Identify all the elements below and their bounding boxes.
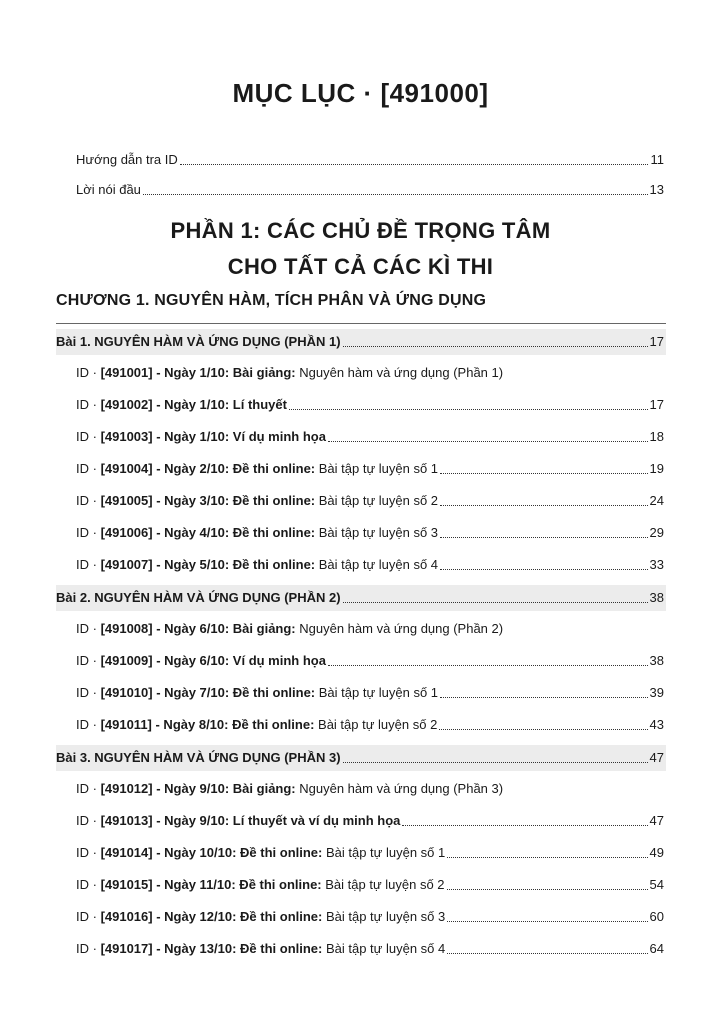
dot-leader	[439, 729, 647, 730]
toc-entry[interactable]	[76, 391, 664, 413]
toc-entry-label	[76, 461, 438, 477]
toc-entry[interactable]	[76, 519, 664, 541]
id-code: [491008] - Ngày 6/10: Bài giảng:	[100, 621, 296, 636]
id-code: [491003] - Ngày 1/10: Ví dụ minh họa	[100, 429, 326, 444]
dot-leader	[447, 889, 648, 890]
toc-entry-label	[76, 525, 438, 541]
id-prefix: ID ·	[76, 365, 101, 380]
id-code: [491009] - Ngày 6/10: Ví dụ minh họa	[100, 653, 326, 668]
dot-leader	[328, 441, 648, 442]
id-prefix: ID ·	[76, 621, 101, 636]
id-code: [491004] - Ngày 2/10: Đề thi online:	[100, 461, 316, 476]
toc-lesson-page: 47	[649, 750, 664, 765]
toc-entry-page: 38	[649, 653, 664, 668]
toc-entry-page: 54	[649, 877, 664, 892]
id-prefix: ID ·	[76, 461, 101, 476]
toc-lesson-title: Bài 2. NGUYÊN HÀM VÀ ỨNG DỤNG (PHẦN 2)	[56, 590, 341, 605]
id-code: [491002] - Ngày 1/10: Lí thuyết	[100, 397, 287, 412]
toc-entry-label	[76, 365, 503, 381]
toc-entry[interactable]	[76, 359, 664, 381]
id-prefix: ID ·	[76, 845, 101, 860]
id-code: [491011] - Ngày 8/10: Đề thi online:	[100, 717, 315, 732]
entry-description: Bài tập tự luyện số 3	[315, 525, 439, 540]
id-code: [491012] - Ngày 9/10: Bài giảng:	[100, 781, 296, 796]
toc-lesson-page: 17	[649, 334, 664, 349]
toc-entry-text: Lời nói đầu	[76, 182, 141, 197]
dot-leader	[343, 602, 648, 603]
entry-description: Bài tập tự luyện số 2	[315, 493, 439, 508]
toc-entry[interactable]	[76, 679, 664, 701]
toc-entry-label	[76, 685, 438, 701]
entry-description: Bài tập tự luyện số 1	[315, 685, 439, 700]
id-prefix: ID ·	[76, 557, 101, 572]
entry-description: Bài tập tự luyện số 2	[321, 877, 445, 892]
id-prefix: ID ·	[76, 653, 101, 668]
toc-entry[interactable]	[76, 647, 664, 669]
dot-leader	[143, 194, 648, 195]
toc-lesson-page: 38	[649, 590, 664, 605]
toc-entry[interactable]	[76, 871, 664, 893]
toc-entry[interactable]	[76, 807, 664, 829]
id-code: [491010] - Ngày 7/10: Đề thi online:	[100, 685, 316, 700]
dot-leader	[440, 473, 648, 474]
dot-leader	[328, 665, 648, 666]
id-prefix: ID ·	[76, 877, 101, 892]
id-code: [491007] - Ngày 5/10: Đề thi online:	[100, 557, 316, 572]
page-title: MỤC LỤC · [491000]	[232, 78, 489, 108]
toc-entry[interactable]	[76, 903, 664, 925]
toc-entry[interactable]	[76, 455, 664, 477]
toc-entry[interactable]	[76, 935, 664, 957]
toc-entry[interactable]	[76, 487, 664, 509]
toc-entry-page: 18	[649, 429, 664, 444]
id-prefix: ID ·	[76, 429, 101, 444]
toc-entry-label	[76, 909, 445, 925]
toc-entry-page: 49	[649, 845, 664, 860]
toc-entry-label	[76, 813, 400, 829]
dot-leader	[447, 953, 647, 954]
id-code: [491013] - Ngày 9/10: Lí thuyết và ví dụ minh họa	[100, 813, 401, 828]
id-prefix: ID ·	[76, 493, 101, 508]
toc-entry-page: 47	[649, 813, 664, 828]
toc-entry-label	[76, 397, 287, 413]
toc-entry-label	[76, 557, 438, 573]
id-prefix: ID ·	[76, 397, 101, 412]
entry-description: Bài tập tự luyện số 2	[314, 717, 438, 732]
part-heading-line1: PHẦN 1: CÁC CHỦ ĐỀ TRỌNG TÂM	[170, 218, 551, 243]
id-prefix: ID ·	[76, 685, 101, 700]
toc-entry-page: 29	[649, 525, 664, 540]
id-code: [491006] - Ngày 4/10: Đề thi online:	[100, 525, 316, 540]
toc-lesson-3[interactable]	[56, 745, 666, 771]
dot-leader	[440, 505, 648, 506]
dot-leader	[447, 857, 647, 858]
toc-lesson-title: Bài 3. NGUYÊN HÀM VÀ ỨNG DỤNG (PHẦN 3)	[56, 750, 341, 765]
dot-leader	[447, 921, 647, 922]
toc-entry-guide[interactable]	[76, 146, 664, 168]
toc-entry-page: 13	[649, 182, 664, 197]
part-heading-line2: CHO TẤT CẢ CÁC KÌ THI	[227, 254, 494, 279]
id-prefix: ID ·	[76, 941, 101, 956]
entry-description: Bài tập tự luyện số 4	[315, 557, 439, 572]
id-prefix: ID ·	[76, 909, 101, 924]
entry-description: Bài tập tự luyện số 4	[322, 941, 446, 956]
id-code: [491014] - Ngày 10/10: Đề thi online:	[100, 845, 323, 860]
toc-entry[interactable]	[76, 775, 664, 797]
id-code: [491001] - Ngày 1/10: Bài giảng:	[100, 365, 296, 380]
toc-entry-label	[76, 877, 445, 893]
toc-entry-page: 24	[649, 493, 664, 508]
toc-entry[interactable]	[76, 551, 664, 573]
chapter-divider	[56, 323, 666, 324]
toc-entry-label	[76, 717, 437, 733]
toc-entry-page: 19	[649, 461, 664, 476]
toc-entry-page: 11	[650, 152, 664, 167]
id-code: [491016] - Ngày 12/10: Đề thi online:	[100, 909, 323, 924]
dot-leader	[343, 762, 648, 763]
entry-description: Bài tập tự luyện số 1	[315, 461, 439, 476]
id-prefix: ID ·	[76, 781, 101, 796]
toc-entry-label	[76, 941, 445, 957]
entry-description: Bài tập tự luyện số 1	[322, 845, 446, 860]
dot-leader	[289, 409, 648, 410]
toc-lesson-title: Bài 1. NGUYÊN HÀM VÀ ỨNG DỤNG (PHẦN 1)	[56, 334, 341, 349]
toc-entry[interactable]	[76, 615, 664, 637]
toc-entry-label	[76, 621, 503, 637]
toc-entry-label	[76, 653, 326, 669]
chapter-heading: CHƯƠNG 1. NGUYÊN HÀM, TÍCH PHÂN VÀ ỨNG DỤNG	[56, 292, 487, 309]
dot-leader	[180, 164, 648, 165]
toc-entry[interactable]	[76, 711, 664, 733]
entry-description: Nguyên hàm và ứng dụng (Phần 3)	[295, 781, 504, 796]
entry-description: Nguyên hàm và ứng dụng (Phần 1)	[295, 365, 504, 380]
dot-leader	[440, 697, 648, 698]
toc-entry-label	[76, 845, 445, 861]
toc-entry[interactable]	[76, 423, 664, 445]
id-prefix: ID ·	[76, 813, 101, 828]
id-code: [491017] - Ngày 13/10: Đề thi online:	[100, 941, 323, 956]
dot-leader	[343, 346, 648, 347]
id-code: [491005] - Ngày 3/10: Đề thi online:	[100, 493, 316, 508]
toc-entry-page: 33	[649, 557, 664, 572]
entry-description: Bài tập tự luyện số 3	[322, 909, 446, 924]
dot-leader	[440, 537, 648, 538]
id-prefix: ID ·	[76, 717, 101, 732]
toc-entry-page: 39	[649, 685, 664, 700]
toc-entry-label	[76, 781, 503, 797]
toc-entry-page: 17	[649, 397, 664, 412]
id-code: [491015] - Ngày 11/10: Đề thi online:	[100, 877, 322, 892]
toc-entry-label	[76, 429, 326, 445]
dot-leader	[402, 825, 647, 826]
toc-entry-preface[interactable]	[76, 176, 664, 198]
toc-entry-label	[76, 493, 438, 509]
toc-lesson-1[interactable]	[56, 329, 666, 355]
entry-description: Nguyên hàm và ứng dụng (Phần 2)	[295, 621, 504, 636]
toc-entry-page: 64	[649, 941, 664, 956]
toc-entry-page: 60	[649, 909, 664, 924]
dot-leader	[440, 569, 648, 570]
toc-entry-text: Hướng dẫn tra ID	[76, 152, 178, 167]
toc-entry[interactable]	[76, 839, 664, 861]
toc-entry-page: 43	[649, 717, 664, 732]
id-prefix: ID ·	[76, 525, 101, 540]
toc-lesson-2[interactable]	[56, 585, 666, 611]
